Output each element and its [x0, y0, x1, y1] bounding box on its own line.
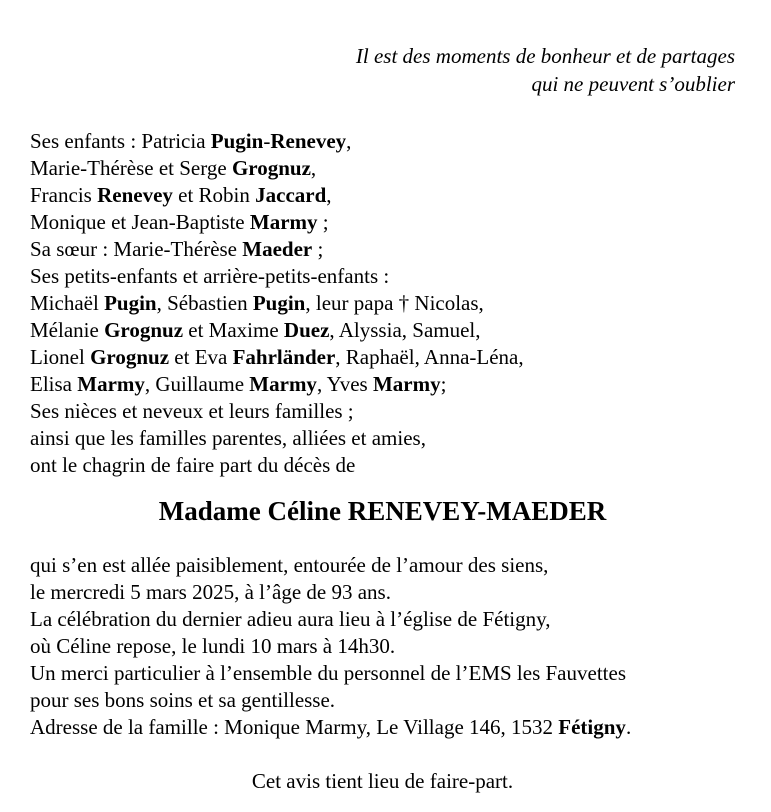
text-line: Il est des moments de bonheur et de partages [355, 44, 735, 68]
text-segment: ainsi que les familles parentes, alliées et amies, [30, 426, 426, 450]
surname-bold: Marmy [249, 210, 318, 234]
text-segment: ; [317, 210, 329, 234]
text-segment: , [310, 156, 317, 180]
surname-bold: Fahrländer [232, 345, 336, 369]
text-segment: ; [312, 237, 324, 261]
text-segment: Mélanie [30, 318, 105, 342]
text-segment: Michaël [30, 291, 105, 315]
text-line [30, 633, 741, 660]
text-segment: ; [440, 372, 447, 396]
surname-bold: Marmy [77, 372, 145, 396]
text-segment: et Eva [169, 345, 233, 369]
surname-bold: Grognuz [90, 345, 170, 369]
text-segment: , Alyssia, Samuel, [329, 318, 481, 342]
surname-bold: Renevey [270, 129, 347, 153]
text-segment: , [346, 129, 352, 153]
text-line [30, 425, 741, 452]
text-segment: Un merci particulier à l’ensemble du personnel de l’EMS les Fauvettes [30, 661, 626, 685]
text-segment: Sa sœur : Marie-Thérèse [30, 237, 243, 261]
text-segment: et Maxime [183, 318, 284, 342]
surname-bold: Grognuz [104, 318, 184, 342]
text-segment: , [326, 183, 332, 207]
text-line [30, 398, 741, 425]
text-segment: Lionel [30, 345, 91, 369]
text-segment: qui s’en est allée paisiblement, entourée de l’amour des siens, [30, 553, 549, 577]
text-line [30, 155, 741, 182]
closing-line: Cet avis tient lieu de faire-part. [251, 769, 514, 793]
text-segment: - [263, 129, 271, 153]
text-segment: Ses petits-enfants et arrière-petits-enfants : [30, 264, 390, 288]
text-line [30, 371, 741, 398]
text-line: qui ne peuvent s’oublier [531, 72, 735, 96]
text-line [30, 209, 741, 236]
text-segment: où Céline repose, le lundi 10 mars à 14h30. [30, 634, 396, 658]
text-line [30, 452, 741, 479]
text-segment: , Yves [316, 372, 373, 396]
text-segment: , Sébastien [156, 291, 253, 315]
text-segment: et Robin [172, 183, 256, 207]
memorial-quote [0, 42, 735, 98]
text-line [30, 344, 741, 371]
text-line [30, 714, 741, 741]
family-list [30, 128, 741, 479]
text-line [30, 317, 741, 344]
text-segment: Ses enfants : Patricia [30, 129, 211, 153]
text-segment: Adresse de la famille : Monique Marmy, Le Village 146, 1532 [30, 715, 559, 739]
text-segment: Ses nièces et neveux et leurs familles ; [30, 399, 354, 423]
text-segment: Marie-Thérèse et Serge [30, 156, 232, 180]
text-line [30, 236, 741, 263]
surname-bold: Marmy [249, 372, 317, 396]
deceased-name-title: Madame Céline RENEVEY-MAEDER [158, 496, 607, 526]
text-segment: le mercredi 5 mars 2025, à l’âge de 93 ans. [30, 580, 391, 604]
surname-bold: Fétigny [558, 715, 626, 739]
text-segment: , leur papa † Nicolas, [305, 291, 484, 315]
text-segment: La célébration du dernier adieu aura lieu à l’église de Fétigny, [30, 607, 551, 631]
text-line [30, 552, 741, 579]
surname-bold: Maeder [242, 237, 313, 261]
text-segment: pour ses bons soins et sa gentillesse. [30, 688, 336, 712]
announcement-text [30, 552, 741, 741]
text-line [30, 660, 741, 687]
text-line [30, 687, 741, 714]
text-segment: ont le chagrin de faire part du décès de [30, 453, 356, 477]
surname-bold: Grognuz [231, 156, 311, 180]
surname-bold: Pugin [252, 291, 306, 315]
surname-bold: Jaccard [255, 183, 327, 207]
text-line [30, 128, 741, 155]
text-segment: Francis [30, 183, 98, 207]
surname-bold: Marmy [372, 372, 441, 396]
surname-bold: Renevey [97, 183, 173, 207]
text-line [30, 290, 741, 317]
text-segment: , Raphaël, Anna-Léna, [335, 345, 524, 369]
text-line [30, 579, 741, 606]
text-segment: . [625, 715, 632, 739]
text-segment: Monique et Jean-Baptiste [30, 210, 250, 234]
text-line [30, 263, 741, 290]
surname-bold: Duez [283, 318, 330, 342]
surname-bold: Pugin [210, 129, 264, 153]
surname-bold: Pugin [104, 291, 157, 315]
text-line [30, 182, 741, 209]
text-segment: , Guillaume [144, 372, 250, 396]
text-line [30, 606, 741, 633]
text-segment: Elisa [30, 372, 78, 396]
